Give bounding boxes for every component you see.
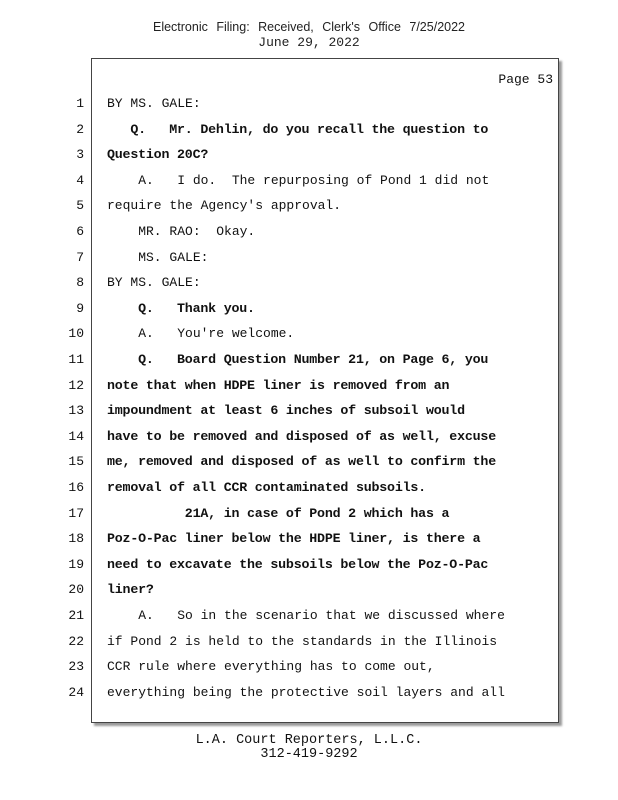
transcript-date: June 29, 2022	[258, 35, 360, 50]
line-number: 15	[68, 454, 84, 470]
transcript-line: everything being the protective soil layers and all	[107, 684, 505, 700]
transcript-line: Poz-O-Pac liner below the HDPE liner, is there a	[107, 531, 481, 547]
transcript-line: Q. Board Question Number 21, on Page 6, you	[107, 352, 489, 367]
transcript-line: CCR rule where everything has to come out,	[107, 659, 435, 675]
transcript-line: A. I do. The repurposing of Pond 1 did not	[107, 172, 490, 188]
line-number: 6	[76, 224, 84, 239]
line-number: 1	[76, 96, 84, 111]
transcript-line: MS. GALE:	[107, 249, 209, 265]
line-number: 20	[68, 582, 84, 598]
line-number: 18	[68, 531, 84, 547]
transcript-line: liner?	[107, 582, 154, 598]
electronic-filing-stamp: Electronic Filing: Received, Clerk's Office 7/25/2022	[152, 20, 465, 34]
transcript-line: BY MS. GALE:	[107, 275, 201, 291]
line-number: 23	[68, 659, 84, 675]
court-reporter-phone: 312-419-9292	[260, 747, 358, 762]
transcript-line: need to excavate the subsoils below the Poz-O-Pac	[107, 556, 489, 572]
transcript-line: removal of all CCR contaminated subsoils.	[107, 480, 426, 495]
transcript-line: have to be removed and disposed of as well, excuse	[107, 428, 496, 444]
transcript-line: if Pond 2 is held to the standards in the Illinois	[107, 633, 498, 649]
line-number: 13	[68, 403, 84, 419]
transcript-line: A. So in the scenario that we discussed where	[107, 608, 505, 623]
transcript-line: BY MS. GALE:	[107, 96, 201, 111]
line-number: 19	[68, 556, 84, 572]
transcript-line: impoundment at least 6 inches of subsoil would	[107, 403, 465, 419]
transcript-line: note that when HDPE liner is removed from an	[107, 377, 450, 393]
line-number: 22	[68, 633, 84, 649]
transcript-line: A. You're welcome.	[107, 326, 295, 342]
transcript-line: MR. RAO: Okay.	[107, 224, 256, 239]
line-number: 21	[68, 608, 84, 623]
page-number: Page 53	[498, 72, 553, 87]
line-number: 12	[68, 377, 84, 393]
line-number: 3	[76, 147, 84, 163]
line-number: 9	[76, 300, 84, 316]
line-number: 2	[76, 121, 84, 137]
transcript-line: Question 20C?	[107, 147, 209, 163]
line-number: 17	[68, 505, 84, 521]
transcript-line: Q. Thank you.	[107, 300, 255, 316]
transcript-line: require the Agency's approval.	[107, 198, 342, 214]
transcript-line: me, removed and disposed of as well to confirm the	[107, 454, 496, 470]
line-number: 16	[68, 480, 84, 495]
transcript-line: 21A, in case of Pond 2 which has a	[107, 505, 450, 521]
transcript-line: Q. Mr. Dehlin, do you recall the question to	[107, 121, 489, 137]
line-number: 8	[76, 275, 84, 291]
line-number: 14	[68, 428, 84, 444]
line-number: 4	[76, 172, 84, 188]
line-number: 11	[68, 352, 84, 367]
court-reporter-name: L.A. Court Reporters, L.L.C.	[195, 733, 423, 748]
line-number: 5	[76, 198, 84, 214]
line-number: 7	[76, 249, 84, 265]
line-number: 10	[68, 326, 84, 342]
line-number: 24	[68, 684, 84, 700]
